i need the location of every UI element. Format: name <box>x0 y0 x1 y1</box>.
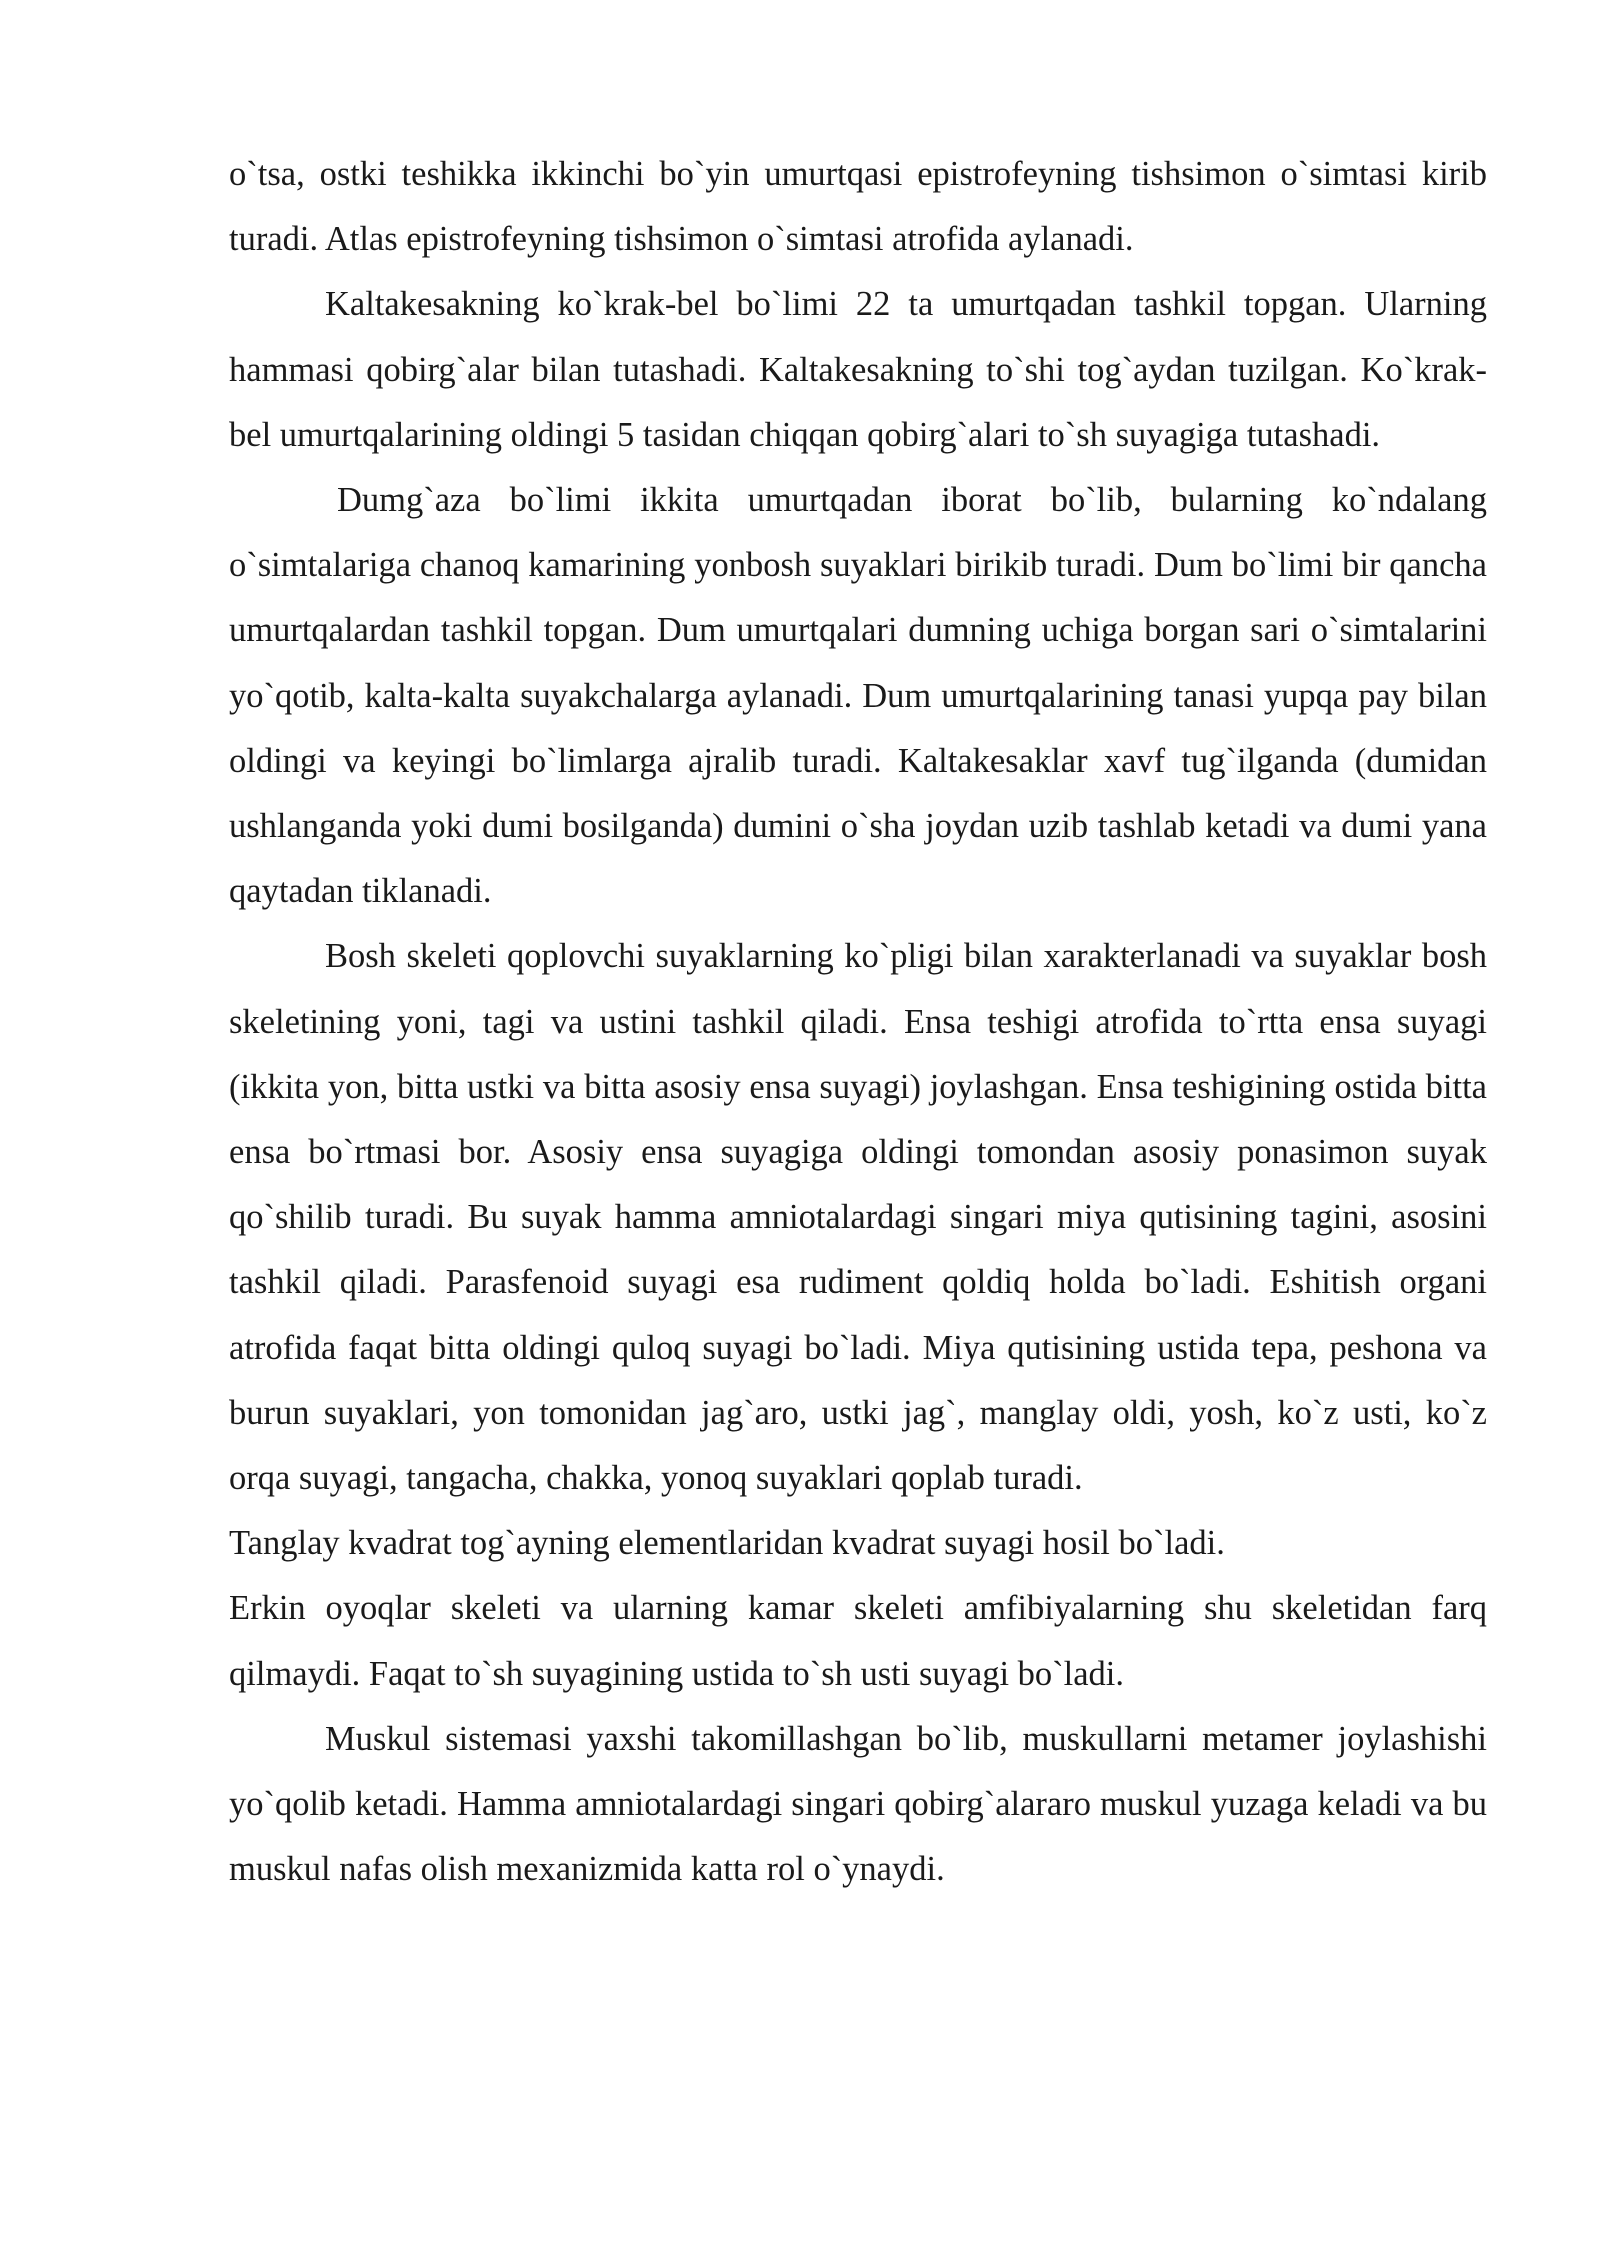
paragraph-thoracolumbar-section: Kaltakesakning ko`krak-bel bo`limi 22 ta umurtqadan tashkil topgan. Ularning hammasi qobirg`alar bilan tutashadi. Kaltakesakning to`shi tog`aydan tuzilgan. Ko`krak-bel umurtqalarining oldingi 5 tasidan chiqqan qobirg`alari to`sh suyagiga tutashadi. <box>229 285 1487 454</box>
paragraph-quadrate-bone: Tanglay kvadrat tog`ayning elementlaridan kvadrat suyagi hosil bo`ladi. <box>229 1524 1225 1563</box>
paragraph-atlas-continuation: o`tsa, ostki teshikka ikkinchi bo`yin umurtqasi epistrofeyning tishsimon o`simtasi kirib turadi. Atlas epistrofeyning tishsimon o`simtasi atrofida aylanadi. <box>229 155 1487 259</box>
paragraph-skull-skeleton: Bosh skeleti qoplovchi suyaklarning ko`pligi bilan xarakterlanadi va suyaklar bosh skeletining yoni, tagi va ustini tashkil qiladi. Ensa teshigi atrofida to`rtta ensa suyagi (ikkita yon, bitta ustki va bitta asosiy ensa suyagi) joylashgan. Ensa teshigining ostida bitta ensa bo`rtmasi bor. Asosiy ensa suyagiga oldingi tomondan asosiy ponasimon suyak qo`shilib turadi. Bu suyak hamma amniotalardagi singari miya qutisining tagini, asosini tashkil qiladi. Parasfenoid suyagi esa rudiment qoldiq holda bo`ladi. Eshitish organi atrofida faqat bitta oldingi quloq suyagi bo`ladi. Miya qutisining ustida tepa, peshona va burun suyaklari, yon tomonidan jag`aro, ustki jag`, manglay oldi, yosh, ko`z usti, ko`z orqa suyagi, tangacha, chakka, yonoq suyaklari qoplab turadi. <box>229 937 1487 1498</box>
paragraph-limb-skeleton: Erkin oyoqlar skeleti va ularning kamar skeleti amfibiyalarning shu skeletidan farq qilmaydi. Faqat to`sh suyagining ustida to`sh usti suyagi bo`ladi. <box>229 1589 1487 1693</box>
paragraph-muscle-system: Muskul sistemasi yaxshi takomillashgan bo`lib, muskullarni metamer joylashishi yo`qolib ketadi. Hamma amniotalardagi singari qobirg`alararo muskul yuzaga keladi va bu muskul nafas olish mexanizmida katta rol o`ynaydi. <box>229 1719 1487 1889</box>
document-page <box>229 142 1487 1902</box>
paragraph-sacral-caudal-section: Dumg`aza bo`limi ikkita umurtqadan iborat bo`lib, bularning ko`ndalang o`simtalariga chanoq kamarining yonbosh suyaklari birikib turadi. Dum bo`limi bir qancha umurtqalardan tashkil topgan. Dum umurtqalari dumning uchiga borgan sari o`simtalarini yo`qotib, kalta-kalta suyakchalarga aylanadi. Dum umurtqalarining tanasi yupqa pay bilan oldingi va keyingi bo`limlarga ajralib turadi. Kaltakesaklar xavf tug`ilganda (dumidan ushlanganda yoki dumi bosilganda) dumini o`sha joydan uzib tashlab ketadi va dumi yana qaytadan tiklanadi. <box>229 481 1487 911</box>
